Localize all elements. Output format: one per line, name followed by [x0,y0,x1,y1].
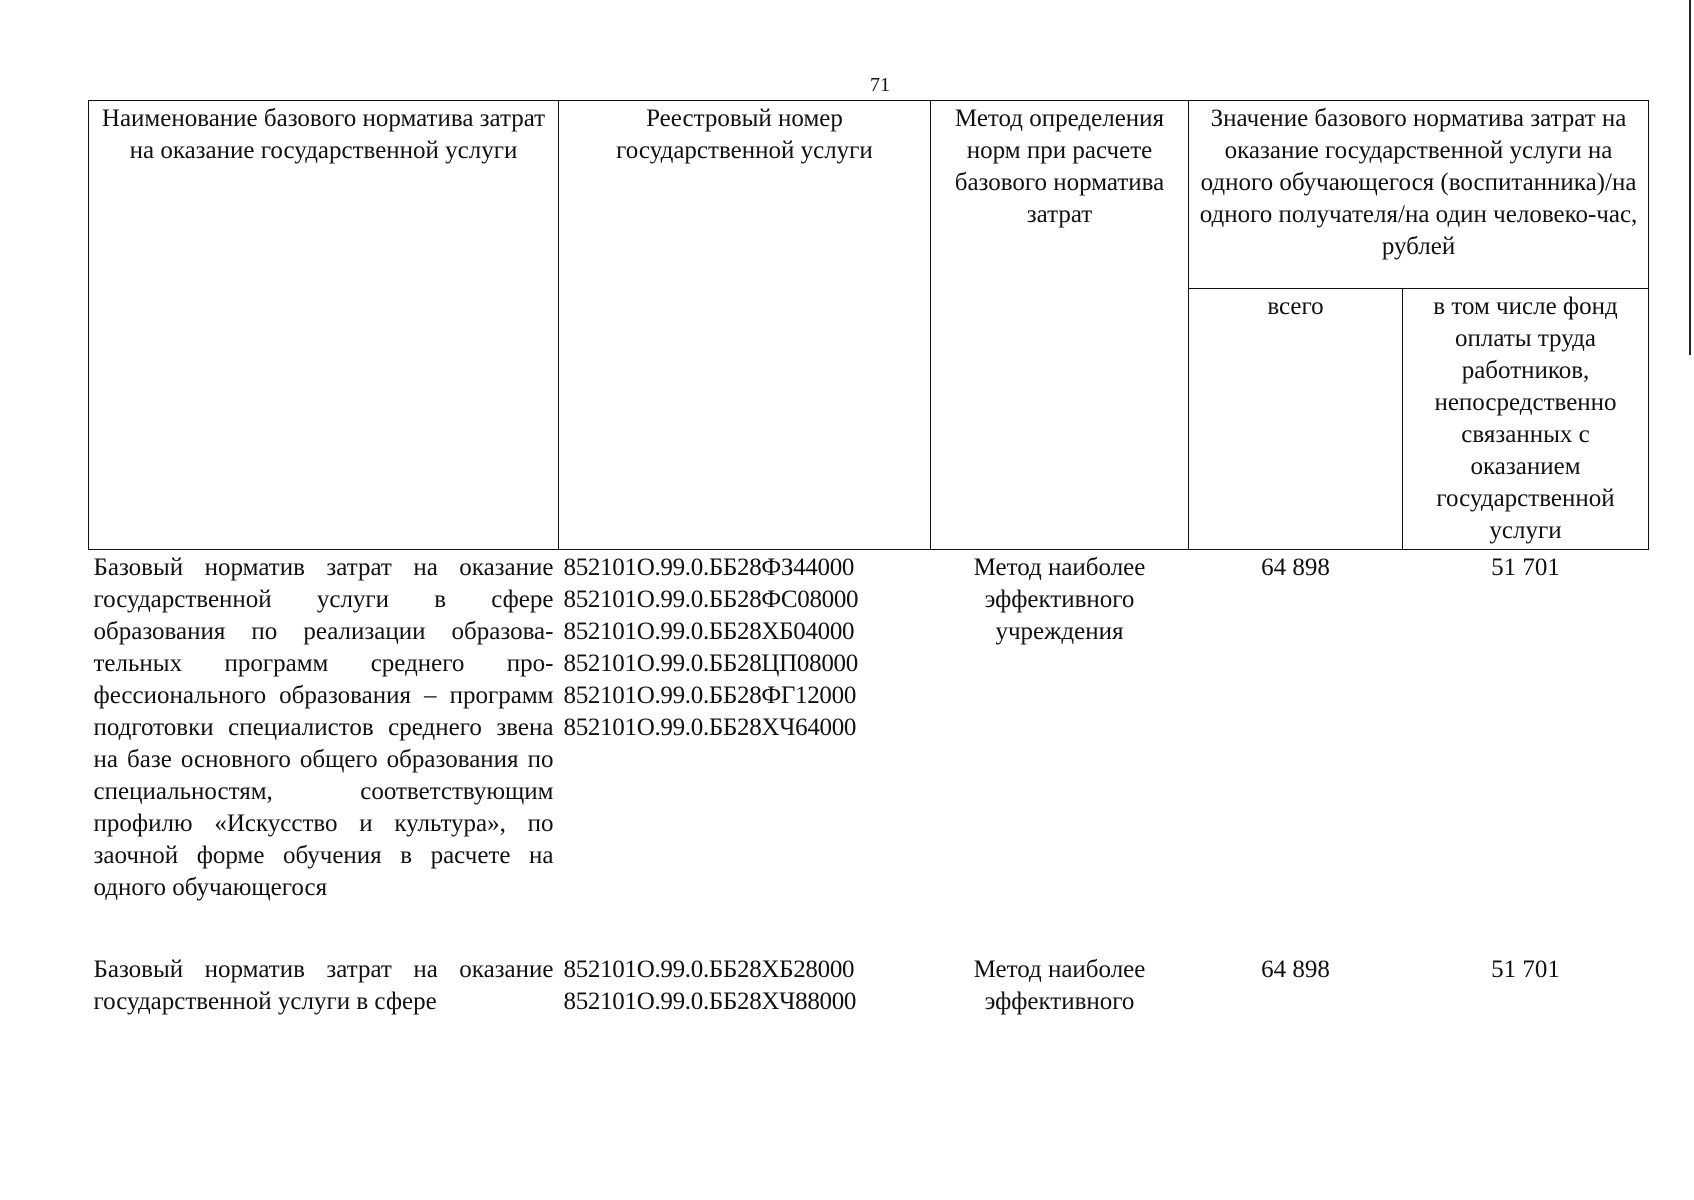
header-wage-fund: в том числе фонд оплаты труда работников, непосредственно связанных с оказанием государственной услуги [1403,289,1649,550]
registry-code: 852101О.99.0.ББ28ХБ04000 [563,618,855,645]
header-standard-value: Значение базового норматива затрат на оказание государственной услуги на одного обучающегося (воспитанника)/на одного получателя/на один человеко-час, рублей [1189,101,1649,289]
cost-standards-table [88,100,1649,1018]
table-row [89,952,1649,1018]
row-method-cell: Метод наиболее эффективного учреждения [973,554,1146,645]
header-method: Метод определения норм при расчете базового норматива затрат [931,101,1189,550]
page-edge-line [1689,0,1691,355]
row-spacer [89,904,1649,952]
row-method-cell: Метод наиболее эффективного [973,956,1146,1015]
table-row [89,550,1649,905]
registry-code: 852101О.99.0.ББ28ФГ12000 [563,682,857,709]
row-registry-codes [559,550,931,905]
registry-code: 852101О.99.0.ББ28ХЧ64000 [563,714,857,741]
header-total: всего [1189,289,1403,550]
row-registry-codes [559,952,931,1018]
table-header [89,101,1649,550]
registry-code: 852101О.99.0.ББ28ФС08000 [563,586,859,613]
registry-code: 852101О.99.0.ББ28ХЧ88000 [563,988,857,1015]
header-name: Наименование базового норматива затрат на оказание государственной услуги [89,101,559,550]
registry-code: 852101О.99.0.ББ28ХБ28000 [563,956,855,983]
header-registry-number: Реестровый номер государственной услуги [559,101,931,550]
row-total-value: 64 898 [1261,554,1330,581]
registry-code: 852101О.99.0.ББ28ЦП08000 [563,650,858,677]
registry-code: 852101О.99.0.ББ28ФЗ44000 [563,554,855,581]
table-body [89,550,1649,1019]
row-wage-fund-value: 51 701 [1491,956,1560,983]
page-number: 71 [870,74,890,96]
row-wage-fund-value: 51 701 [1491,554,1560,581]
row-total-value: 64 898 [1261,956,1330,983]
row-name-cell: Базовый норматив затрат на оказание государственной услуги в сфере образования по реализации образовательных программ среднего профессионального образования – программ подготовки специалистов среднего звена на базе основного общего образования по специальностям, соответствующим профилю «Искусство и культура», по заочной форме обучения в расчете на одного обучающегося [93,554,554,901]
row-name-cell: Базовый норматив затрат на оказание государственной услуги в сфере [93,956,554,1015]
